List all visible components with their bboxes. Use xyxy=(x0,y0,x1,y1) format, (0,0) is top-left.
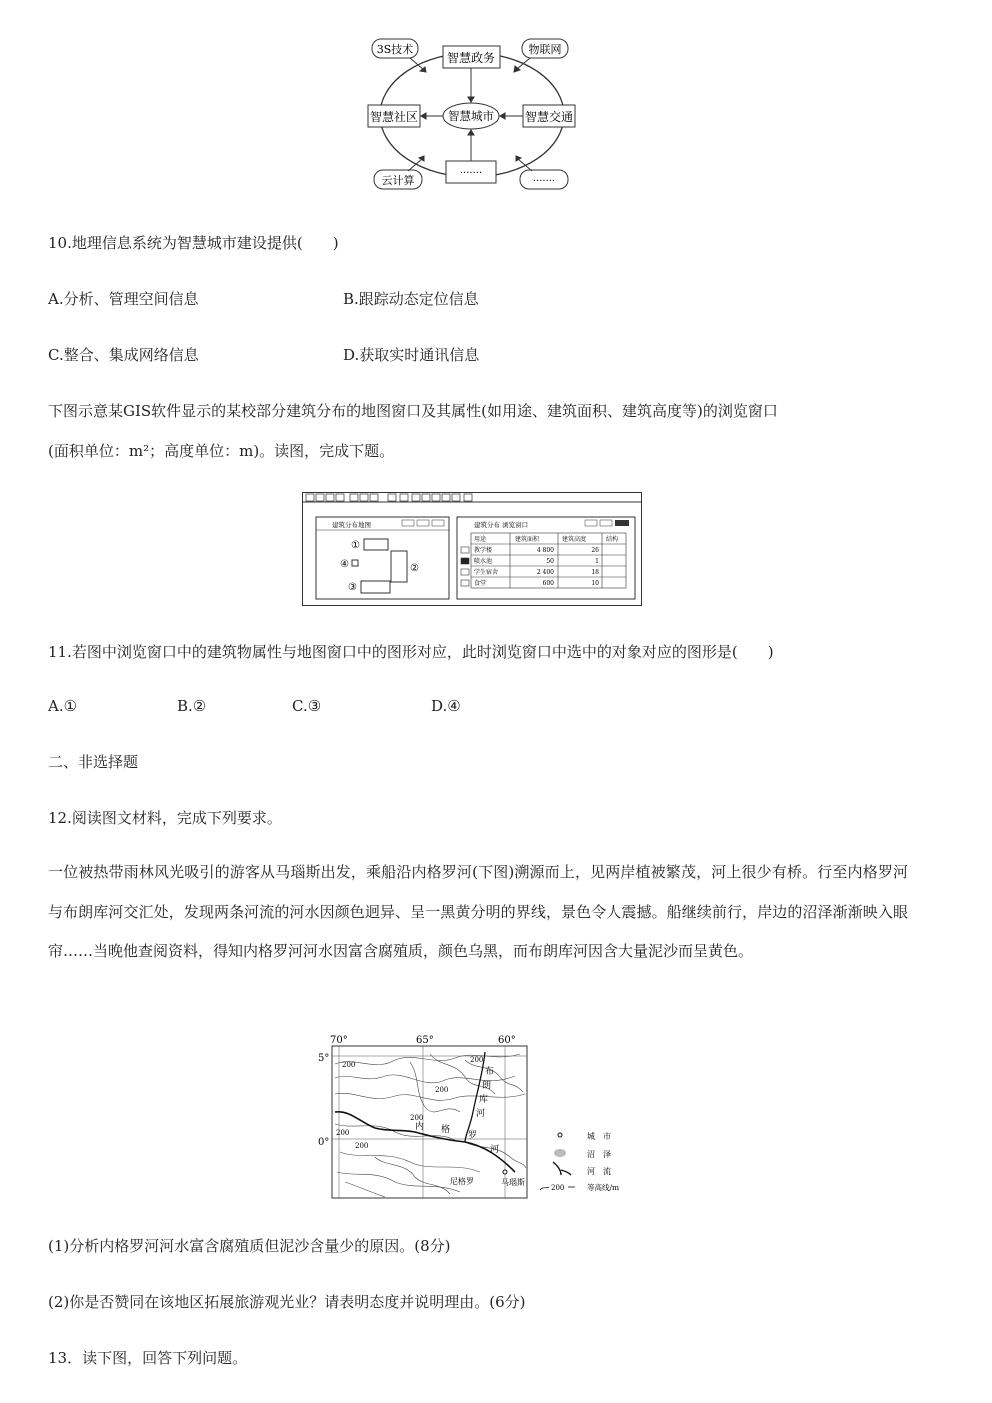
q10-option-c[interactable]: C.整合、集成网络信息 xyxy=(48,346,199,364)
section-heading: 二、非选择题 xyxy=(48,753,139,771)
q10-option-a[interactable]: A.分析、管理空间信息 xyxy=(48,290,199,308)
river-char: 河 xyxy=(490,1145,500,1155)
marker-4: ④ xyxy=(340,559,349,570)
map-window-title: 建筑分布地图 xyxy=(332,521,371,529)
smart-city-diagram xyxy=(360,35,590,195)
river2-char: 朗 xyxy=(482,1081,492,1091)
contour-label: 200 xyxy=(342,1061,356,1069)
contour-label: 200 xyxy=(410,1114,424,1122)
q10-option-b[interactable]: B.跟踪动态定位信息 xyxy=(343,290,479,308)
legend-river-icon xyxy=(553,1162,571,1175)
river-map-figure xyxy=(315,1032,630,1202)
marker-2: ② xyxy=(410,563,419,574)
city-marker xyxy=(503,1170,507,1174)
node-top: 智慧政务 xyxy=(446,51,496,65)
legend-river: 河 流 xyxy=(587,1167,611,1176)
lat-5: 5° xyxy=(318,1053,330,1064)
lat-0: 0° xyxy=(318,1137,330,1148)
q11-option-d[interactable]: D.④ xyxy=(431,697,461,715)
node-corner-bl: 云计算 xyxy=(381,174,415,187)
legend-contour-icon xyxy=(540,1187,549,1190)
q11-option-a[interactable]: A.① xyxy=(48,697,78,715)
legend-swamp-icon xyxy=(554,1149,566,1157)
table-header-area: 建筑面积 xyxy=(515,536,540,543)
node-bottom: ······· xyxy=(459,168,483,179)
river-char: 罗 xyxy=(468,1131,478,1141)
q12-sub2: (2)你是否赞同在该地区拓展旅游观光业？请表明态度并说明理由。(6分) xyxy=(48,1293,526,1311)
river2-char: 河 xyxy=(476,1109,486,1119)
marker-3: ③ xyxy=(348,582,357,593)
table-header-structure: 结构 xyxy=(606,536,619,543)
table-cell: 50 xyxy=(546,558,554,565)
browse-window-title: 建筑分布 浏览窗口 xyxy=(474,521,529,529)
table-cell: 600 xyxy=(542,580,554,587)
legend-contour-value: 200 xyxy=(551,1184,565,1192)
lon-70: 70° xyxy=(330,1035,348,1046)
river-char: 格 xyxy=(441,1125,451,1135)
q10-option-d[interactable]: D.获取实时通讯信息 xyxy=(343,346,480,364)
river2-char: 库 xyxy=(479,1095,489,1105)
q13-stem: 13．读下图，回答下列问题。 xyxy=(48,1349,248,1367)
gis-intro-line1: 下图示意某GIS软件显示的某校部分建筑分布的地图窗口及其属性(如用途、建筑面积、建筑高度等)的浏览窗口 xyxy=(48,402,778,420)
contour-label: 200 xyxy=(355,1142,369,1150)
q12-stem: 12.阅读图文材料，完成下列要求。 xyxy=(48,809,282,827)
q11-option-b[interactable]: B.② xyxy=(177,697,207,715)
lon-65: 65° xyxy=(416,1035,434,1046)
node-corner-tl: 3S技术 xyxy=(376,43,414,56)
gis-intro-line2: (面积单位：m²；高度单位：m)。读图，完成下题。 xyxy=(48,442,395,460)
q11-stem: 11.若图中浏览窗口中的建筑物属性与地图窗口中的图形对应，此时浏览窗口中选中的对象对应的图形是( ) xyxy=(48,643,774,661)
legend-swamp: 沼 泽 xyxy=(587,1150,611,1159)
table-cell: 学生宿舍 xyxy=(474,569,499,576)
contour-label: 200 xyxy=(435,1086,449,1094)
q11-option-c[interactable]: C.③ xyxy=(292,697,322,715)
city-label: 马瑙斯 xyxy=(501,1178,525,1187)
node-center: 智慧城市 xyxy=(448,109,494,123)
river3-label: 尼格罗 xyxy=(450,1177,474,1186)
contour-label: 200 xyxy=(470,1056,484,1064)
legend-contour: 等高线/m xyxy=(587,1183,620,1192)
gis-window-figure xyxy=(302,492,642,607)
table-header-use: 用途 xyxy=(474,536,487,543)
node-right: 智慧交通 xyxy=(524,110,574,124)
river-char: 内 xyxy=(415,1122,425,1132)
q10-stem: 10.地理信息系统为智慧城市建设提供( ) xyxy=(48,234,339,252)
contour-label: 200 xyxy=(336,1129,350,1137)
table-cell: 2 400 xyxy=(536,569,554,576)
q12-material: 一位被热带雨林风光吸引的游客从马瑙斯出发，乘船沿内格罗河(下图)溯源而上，见两岸植被繁茂，河上很少有桥。行至内格罗河与布朗库河交汇处，发现两条河流的河水因颜色迥异、呈一黑黄分明的界线，景色令人震撼。船继续前行，岸边的沼泽渐渐映入眼帘……当晚他查阅资料，得知内格罗河河水因富含腐殖质，颜色乌黑，而布朗库河因含大量泥沙而呈黄色。 xyxy=(48,863,908,960)
table-cell: 18 xyxy=(591,569,599,576)
table-header-height: 建筑高度 xyxy=(562,536,587,543)
legend-city-icon xyxy=(558,1133,562,1137)
table-cell: 教学楼 xyxy=(474,547,493,554)
legend-city: 城 市 xyxy=(587,1132,611,1141)
q12-sub1: (1)分析内格罗河河水富含腐殖质但泥沙含量少的原因。(8分) xyxy=(48,1237,451,1255)
node-left: 智慧社区 xyxy=(369,110,419,124)
node-corner-br: ······· xyxy=(532,176,556,187)
lon-60: 60° xyxy=(498,1035,516,1046)
node-corner-tr: 物联网 xyxy=(528,43,562,56)
table-cell: 10 xyxy=(591,580,599,587)
marker-1: ① xyxy=(351,540,360,551)
table-cell: 食堂 xyxy=(474,580,487,587)
table-cell: 喷水池 xyxy=(474,558,493,565)
table-cell: 26 xyxy=(591,547,599,554)
table-cell: 4 800 xyxy=(536,547,554,554)
table-cell: 1 xyxy=(595,558,599,565)
river2-char: 布 xyxy=(485,1067,495,1077)
